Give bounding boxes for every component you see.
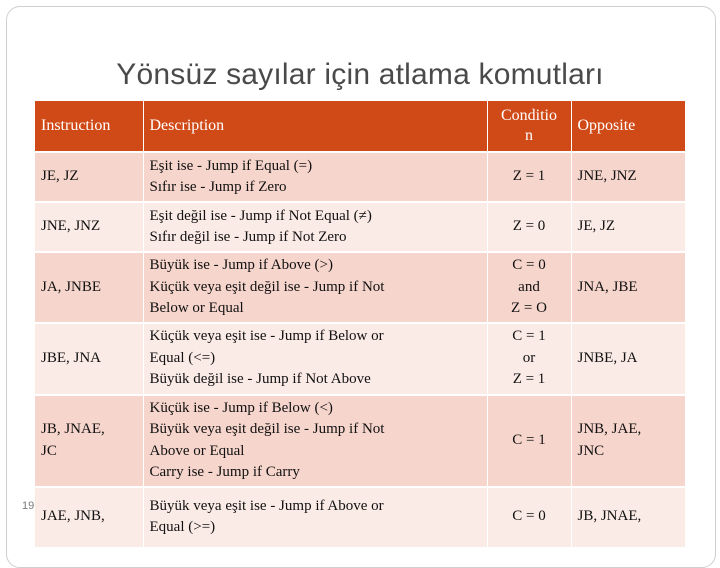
cell-instruction-line: JNE, JNZ bbox=[41, 218, 101, 235]
cell-condition-line: Z = O bbox=[511, 300, 547, 316]
cell-description bbox=[143, 487, 487, 547]
cell-description-line: Equal (<=) bbox=[149, 349, 216, 366]
cell-condition bbox=[487, 152, 571, 202]
cell-instruction-line: JE, JZ bbox=[41, 168, 79, 185]
table-row bbox=[35, 252, 685, 323]
cell-opposite-line: JNA, JBE bbox=[577, 278, 638, 295]
cell-instruction-line: JB, JNAE, bbox=[41, 421, 105, 437]
slide-number: 19 bbox=[22, 500, 35, 512]
cell-instruction bbox=[35, 152, 143, 202]
cell-condition-line: Z = 1 bbox=[512, 371, 546, 388]
cell-opposite bbox=[571, 252, 685, 323]
cell-condition bbox=[487, 323, 571, 395]
cell-description-line: Sıfır değil ise - Jump if Not Zero bbox=[149, 229, 347, 245]
cell-condition-line: C = 1 bbox=[512, 431, 546, 448]
cell-description-line: Büyük veya eşit değil ise - Jump if Not bbox=[149, 421, 385, 437]
cell-description bbox=[143, 202, 487, 252]
cell-condition-line: C = 0 bbox=[512, 257, 546, 273]
table-row bbox=[35, 152, 685, 202]
cell-description-line: Büyük ise - Jump if Above (>) bbox=[149, 257, 333, 273]
cell-description-line: Küçük ise - Jump if Below (<) bbox=[149, 399, 333, 416]
cell-opposite bbox=[571, 323, 685, 395]
cell-instruction-line: JAE, JNB, bbox=[41, 508, 105, 525]
cell-condition bbox=[487, 252, 571, 323]
cell-description-line: Below or Equal bbox=[149, 300, 244, 316]
table-row bbox=[35, 395, 685, 487]
header-opposite: Opposite bbox=[571, 101, 685, 152]
cell-condition bbox=[487, 202, 571, 252]
cell-instruction bbox=[35, 395, 143, 487]
cell-description-line: Büyük değil ise - Jump if Not Above bbox=[149, 371, 371, 388]
cell-opposite bbox=[571, 395, 685, 487]
cell-description-line: Eşit değil ise - Jump if Not Equal (≠) bbox=[149, 207, 372, 224]
cell-instruction bbox=[35, 202, 143, 252]
cell-description-line: Equal (>=) bbox=[149, 519, 216, 535]
table-row bbox=[35, 323, 685, 395]
slide-title: Yönsüz sayılar için atlama komutları bbox=[116, 58, 604, 91]
cell-description bbox=[143, 323, 487, 395]
header-description: Description bbox=[143, 101, 487, 152]
cell-opposite bbox=[571, 152, 685, 202]
cell-condition-line: Z = 1 bbox=[512, 168, 546, 185]
cell-opposite bbox=[571, 202, 685, 252]
cell-description-line: Küçük veya eşit değil ise - Jump if Not bbox=[149, 278, 385, 295]
cell-description-line: Küçük veya eşit ise - Jump if Below or bbox=[149, 328, 384, 345]
cell-description-line: Eşit ise - Jump if Equal (=) bbox=[149, 157, 313, 174]
cell-instruction bbox=[35, 252, 143, 323]
cell-opposite-line: JE, JZ bbox=[577, 218, 615, 235]
header-condition: Conditio n bbox=[487, 101, 571, 152]
cell-condition-line: and bbox=[518, 278, 540, 295]
cell-instruction bbox=[35, 323, 143, 395]
cell-opposite bbox=[571, 487, 685, 547]
table-header-row bbox=[35, 101, 685, 152]
cell-description-line: Büyük veya eşit ise - Jump if Above or bbox=[149, 497, 384, 514]
cell-condition bbox=[487, 395, 571, 487]
cell-condition-line: C = 1 bbox=[512, 328, 546, 345]
cell-description bbox=[143, 395, 487, 487]
jump-instructions-table bbox=[35, 101, 686, 547]
cell-description-line: Carry ise - Jump if Carry bbox=[149, 464, 300, 480]
table-row bbox=[35, 487, 685, 547]
cell-instruction-line: JBE, JNA bbox=[41, 349, 102, 366]
cell-condition-line: Z = 0 bbox=[512, 218, 546, 235]
cell-description bbox=[143, 152, 487, 202]
header-instruction: Instruction bbox=[35, 101, 143, 152]
cell-instruction bbox=[35, 487, 143, 547]
cell-condition-line: or bbox=[522, 349, 536, 366]
cell-opposite-line: JNB, JAE, bbox=[577, 421, 642, 437]
cell-instruction-line: JC bbox=[41, 442, 57, 459]
cell-opposite-line: JNC bbox=[577, 442, 605, 459]
cell-description bbox=[143, 252, 487, 323]
cell-condition bbox=[487, 487, 571, 547]
cell-opposite-line: JNE, JNZ bbox=[577, 168, 637, 185]
cell-opposite-line: JNBE, JA bbox=[577, 349, 638, 366]
cell-opposite-line: JB, JNAE, bbox=[577, 508, 642, 525]
cell-instruction-line: JA, JNBE bbox=[41, 278, 102, 295]
cell-description-line: Above or Equal bbox=[149, 442, 245, 459]
cell-description-line: Sıfır ise - Jump if Zero bbox=[149, 179, 287, 195]
cell-condition-line: C = 0 bbox=[512, 508, 546, 525]
table-row bbox=[35, 202, 685, 252]
